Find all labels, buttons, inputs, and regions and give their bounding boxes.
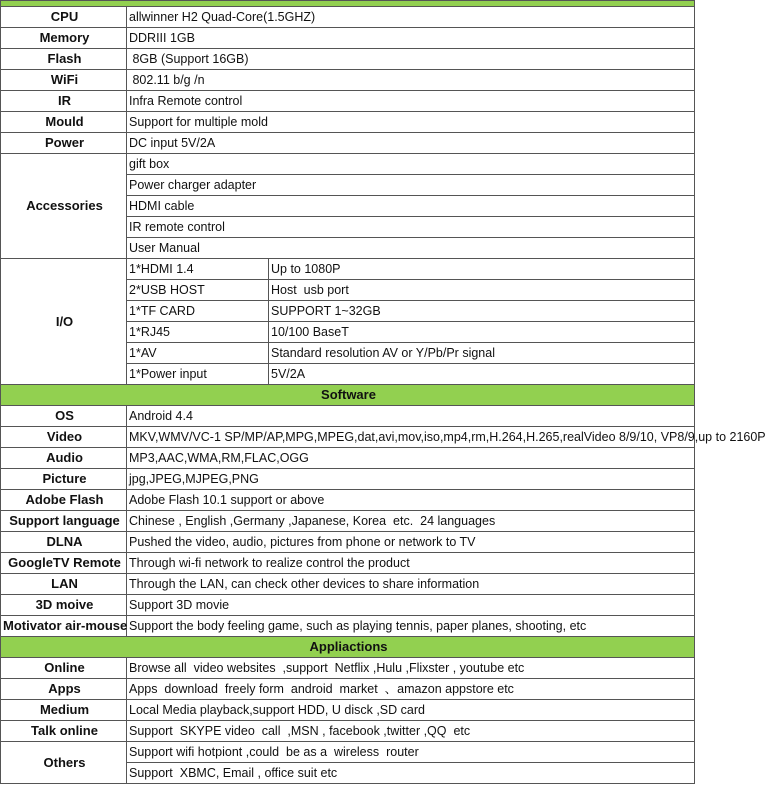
spec-label: GoogleTV Remote (1, 553, 127, 574)
spec-row-flash (1, 49, 695, 70)
spec-value: Through wi-fi network to realize control the product (127, 553, 695, 574)
accessory-item: User Manual (127, 238, 695, 259)
applications-section-header (1, 637, 695, 658)
spec-label: Audio (1, 448, 127, 469)
spec-label: Medium (1, 700, 127, 721)
spec-label: 3D moive (1, 595, 127, 616)
spec-row-ir (1, 91, 695, 112)
software-row-googletv (1, 553, 695, 574)
io-desc: Standard resolution AV or Y/Pb/Pr signal (269, 343, 695, 364)
spec-value: Android 4.4 (127, 406, 695, 427)
spec-label: Support language (1, 511, 127, 532)
spec-value: Chinese , English ,Germany ,Japanese, Korea etc. 24 languages (127, 511, 695, 532)
spec-label: LAN (1, 574, 127, 595)
software-section-header (1, 385, 695, 406)
io-port: 2*USB HOST (127, 280, 269, 301)
app-row-apps (1, 679, 695, 700)
io-desc: Host usb port (269, 280, 695, 301)
spec-value: 802.11 b/g /n (127, 70, 695, 91)
spec-label: Talk online (1, 721, 127, 742)
accessory-item: gift box (127, 154, 695, 175)
spec-label: IR (1, 91, 127, 112)
spec-value: Support the body feeling game, such as playing tennis, paper planes, shooting, etc (127, 616, 695, 637)
spec-row-power (1, 133, 695, 154)
spec-value: Local Media playback,support HDD, U disck ,SD card (127, 700, 695, 721)
app-row-online (1, 658, 695, 679)
software-row-3d (1, 595, 695, 616)
software-row-dlna (1, 532, 695, 553)
accessory-item: IR remote control (127, 217, 695, 238)
software-row-video (1, 427, 695, 448)
spec-label: Online (1, 658, 127, 679)
spec-value: Support XBMC, Email , office suit etc (127, 763, 695, 784)
accessories-row (1, 154, 695, 175)
io-label: I/O (1, 259, 127, 385)
spec-label: CPU (1, 7, 127, 28)
spec-row-wifi (1, 70, 695, 91)
spec-row-mould (1, 112, 695, 133)
section-title: Appliactions (1, 637, 695, 658)
spec-label: Flash (1, 49, 127, 70)
spec-label: Picture (1, 469, 127, 490)
others-label: Others (1, 742, 127, 784)
spec-value: 8GB (Support 16GB) (127, 49, 695, 70)
io-desc: Up to 1080P (269, 259, 695, 280)
io-port: 1*TF CARD (127, 301, 269, 322)
io-desc: SUPPORT 1~32GB (269, 301, 695, 322)
spec-label: Power (1, 133, 127, 154)
spec-label: Video (1, 427, 127, 448)
spec-label: WiFi (1, 70, 127, 91)
spec-value: Pushed the video, audio, pictures from phone or network to TV (127, 532, 695, 553)
io-row (1, 259, 695, 280)
io-port: 1*HDMI 1.4 (127, 259, 269, 280)
spec-value: DC input 5V/2A (127, 133, 695, 154)
spec-value: DDRIII 1GB (127, 28, 695, 49)
spec-value: Support SKYPE video call ,MSN , facebook ,twitter ,QQ etc (127, 721, 695, 742)
spec-label: Adobe Flash (1, 490, 127, 511)
io-desc: 10/100 BaseT (269, 322, 695, 343)
spec-value: MP3,AAC,WMA,RM,FLAC,OGG (127, 448, 695, 469)
software-row-language (1, 511, 695, 532)
spec-value: Support 3D movie (127, 595, 695, 616)
accessory-item: Power charger adapter (127, 175, 695, 196)
spec-value: Apps download freely form android market 、amazon appstore etc (127, 679, 695, 700)
software-row-audio (1, 448, 695, 469)
spec-value: jpg,JPEG,MJPEG,PNG (127, 469, 695, 490)
software-row-lan (1, 574, 695, 595)
spec-value: Infra Remote control (127, 91, 695, 112)
spec-label: Motivator air-mouse (1, 616, 127, 637)
accessories-label: Accessories (1, 154, 127, 259)
spec-value: Support for multiple mold (127, 112, 695, 133)
software-row-airmouse (1, 616, 695, 637)
spec-value: Support wifi hotpiont ,could be as a wireless router (127, 742, 695, 763)
section-title: Software (1, 385, 695, 406)
spec-label: OS (1, 406, 127, 427)
software-row-picture (1, 469, 695, 490)
spec-label: Mould (1, 112, 127, 133)
accessory-item: HDMI cable (127, 196, 695, 217)
io-desc: 5V/2A (269, 364, 695, 385)
spec-row-cpu (1, 7, 695, 28)
spec-row-memory (1, 28, 695, 49)
spec-label: Apps (1, 679, 127, 700)
io-port: 1*AV (127, 343, 269, 364)
app-row-talk (1, 721, 695, 742)
spec-value: Adobe Flash 10.1 support or above (127, 490, 695, 511)
spec-label: Memory (1, 28, 127, 49)
spec-value: Through the LAN, can check other devices to share information (127, 574, 695, 595)
app-row-others (1, 742, 695, 763)
software-row-os (1, 406, 695, 427)
spec-value: Browse all video websites ,support Netflix ,Hulu ,Flixster , youtube etc (127, 658, 695, 679)
spec-value: allwinner H2 Quad-Core(1.5GHZ) (127, 7, 695, 28)
spec-value: MKV,WMV/VC-1 SP/MP/AP,MPG,MPEG,dat,avi,mov,iso,mp4,rm,H.264,H.265,realVideo 8/9/10, VP8/9,up to 2160P (127, 427, 695, 448)
io-port: 1*RJ45 (127, 322, 269, 343)
spec-label: DLNA (1, 532, 127, 553)
app-row-medium (1, 700, 695, 721)
software-row-flash (1, 490, 695, 511)
io-port: 1*Power input (127, 364, 269, 385)
